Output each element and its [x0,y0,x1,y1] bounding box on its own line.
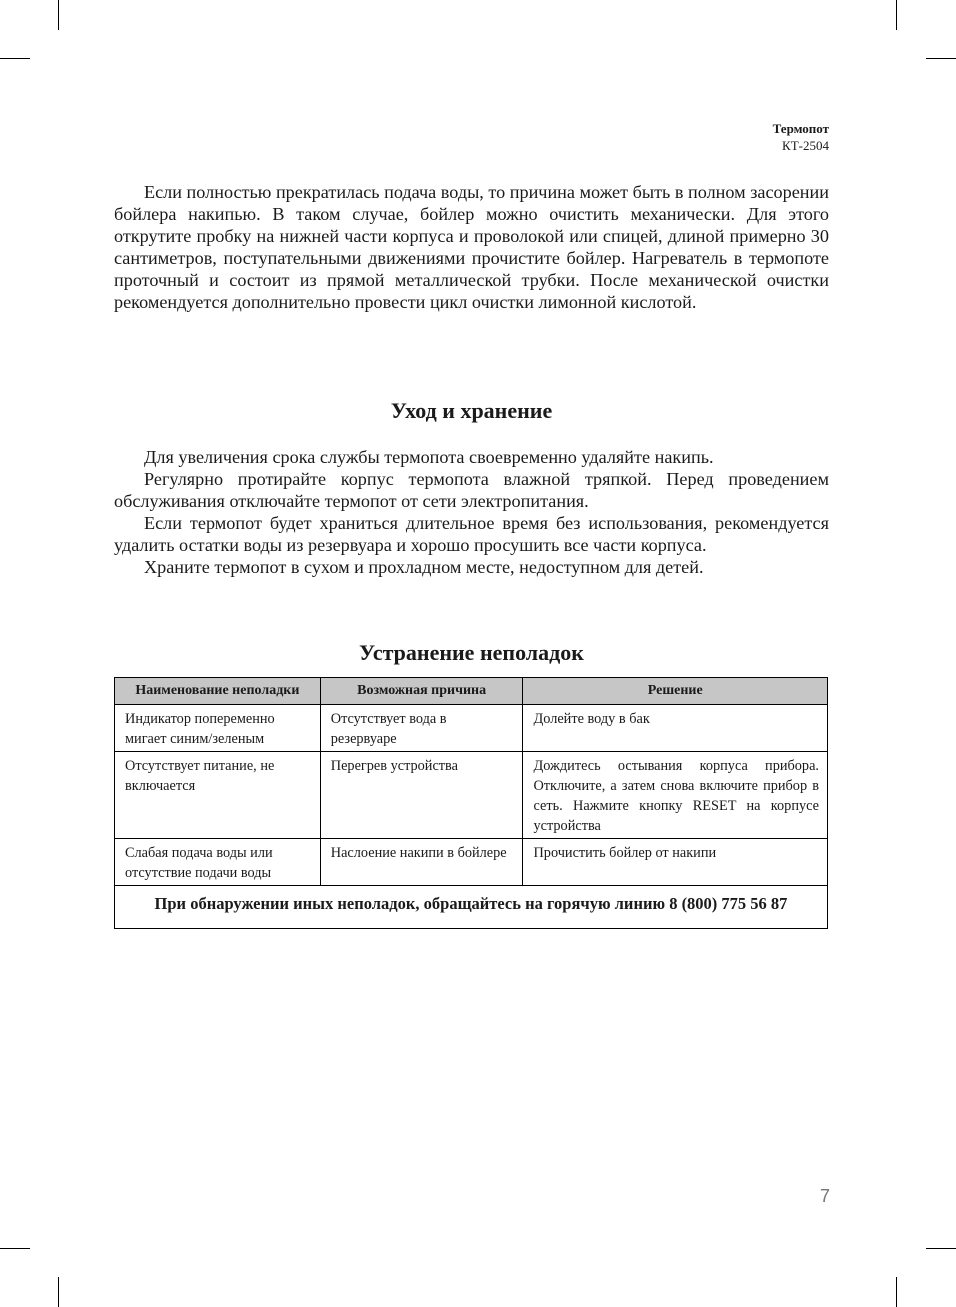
crop-mark [58,0,59,30]
cause-cell: Наслоение накипи в бойлере [320,839,523,886]
solution-cell: Дождитесь остывания корпуса прибора. Отключите, а затем снова включите прибор в сеть. Нажмите кнопку RESET на корпусе устройства [523,752,828,839]
care-paragraph: Регулярно протирайте корпус термопота влажной тряпкой. Перед проведением обслуживания отключайте термопот от сети электропитания. [114,469,829,511]
hotline-notice: При обнаружении иных неполадок, обращайтесь на горячую линию 8 (800) 775 56 87 [115,886,828,929]
page-number: 7 [820,1186,831,1206]
intro-section [114,181,829,313]
intro-paragraph: Если полностью прекратилась подача воды, то причина может быть в полном засорении бойлера накипью. В таком случае, бойлер можно очистить механически. Для этого открутите пробку на нижней части корпуса и проволокой или спицей, длиной примерно 30 сантиметров, поступательными движениями прочистите бойлер. Нагреватель в термопоте проточный и состоит из прямой металлической трубки. После механической очистки рекомендуется дополнительно провести цикл очистки лимонной кислотой. [114,182,829,312]
care-title: Уход и хранение [390,398,553,423]
model-number: КТ-2504 [782,138,829,153]
crop-mark [896,1277,897,1307]
troubleshooting-title: Устранение неполадок [359,640,584,665]
crop-mark [58,1277,59,1307]
troubleshooting-table [114,677,828,929]
fault-cell: Слабая подача воды или отсутствие подачи воды [115,839,321,886]
crop-mark [0,58,30,59]
product-name: Термопот [772,121,829,136]
column-header-fault: Наименование неполадки [115,678,321,705]
solution-cell: Долейте воду в бак [523,705,828,752]
table-row [115,839,828,886]
solution-cell: Прочистить бойлер от накипи [523,839,828,886]
fault-cell: Индикатор попеременно мигает синим/зеленым [115,705,321,752]
crop-mark [0,1248,30,1249]
column-header-solution: Решение [523,678,828,705]
care-paragraph: Для увеличения срока службы термопота своевременно удаляйте накипь. [144,447,714,467]
cause-cell: Перегрев устройства [320,752,523,839]
running-header [773,120,829,154]
table-footer-row [115,886,828,929]
crop-mark [926,1248,956,1249]
column-header-cause: Возможная причина [320,678,523,705]
crop-mark [896,0,897,30]
table-row [115,752,828,839]
fault-cell: Отсутствует питание, не включается [115,752,321,839]
table-row [115,705,828,752]
cause-cell: Отсутствует вода в резервуаре [320,705,523,752]
care-paragraph: Если термопот будет храниться длительное время без использования, рекомендуется удалить остатки воды из резервуара и хорошо просушить все части корпуса. [114,513,829,555]
crop-mark [926,58,956,59]
table-header-row [115,678,828,705]
care-section [114,446,829,578]
care-paragraph: Храните термопот в сухом и прохладном месте, недоступном для детей. [144,557,704,577]
